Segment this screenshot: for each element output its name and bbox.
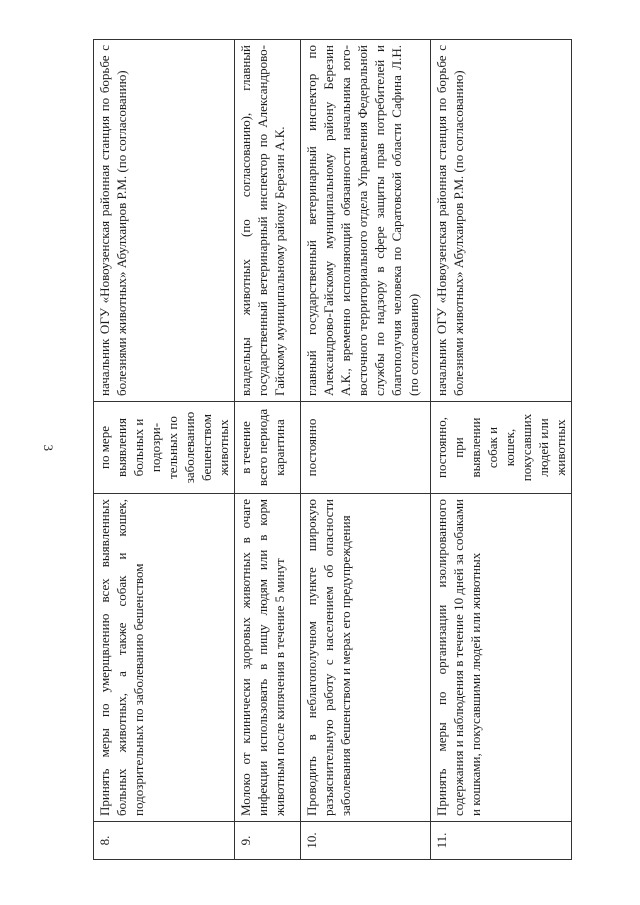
row-number: 9. [235, 822, 301, 860]
table-row [431, 40, 572, 860]
row-deadline: по мере выявления больных и подозри-тельных по заболеванию бешенством животных [94, 402, 235, 494]
row-responsible: владельцы животных (по согласованию), главный государственный ветеринарный инспектор по Александрово-Гайскому муниципальному району Березин А.К. [235, 40, 301, 402]
row-deadline: постоянно [301, 402, 431, 494]
row-responsible: начальник ОГУ «Новоузенская районная станция по борьбе с болезнями животных» Абулхаиров Р.М. (по согласованию) [94, 40, 235, 402]
table-row [235, 40, 301, 860]
table-row [94, 40, 235, 860]
row-responsible: главный государственный ветеринарный инспектор по Александрово-Гайскому муниципальному району Березин А.К., временно исполняющий обязанности начальника юго-восточного территориального отдела Управления Федеральной службы по надзору в сфере защиты прав потребителей и благополучия человека по Саратовской области Сафина Л.Н. (по согласованию) [301, 40, 431, 402]
row-responsible: начальник ОГУ «Новоузенская районная станция по борьбе с болезнями животных» Абулхаиров Р.М. (по согласованию) [431, 40, 572, 402]
row-measure: Проводить в неблагополучном пункте широкую разъяснительную работу с населением об опасности заболевания бешенством и мерах его предупреждения [301, 494, 431, 822]
row-measure: Принять меры по умерщвлению всех выявленных больных животных, а также собак и кошек, подозрительных по заболеванию бешенством [94, 494, 235, 822]
rotated-table-container [93, 40, 568, 860]
row-measure: Принять меры по организации изолированного содержания и наблюдения в течение 10 дней за собаками и кошками, покусавшими людей или животных [431, 494, 572, 822]
row-deadline: постоянно, при выявлении собак и кошек, покусавших людей или животных [431, 402, 572, 494]
page-number: 3 [41, 444, 56, 452]
measures-table [93, 39, 572, 860]
row-measure: Молоко от клинически здоровых животных в очаге инфекции использовать в пищу людям или в корм животным после кипячения в течение 5 минут [235, 494, 301, 822]
row-number: 8. [94, 822, 235, 860]
row-number: 10. [301, 822, 431, 860]
row-deadline: в течение всего периода карантина [235, 402, 301, 494]
table-row [301, 40, 431, 860]
row-number: 11. [431, 822, 572, 860]
